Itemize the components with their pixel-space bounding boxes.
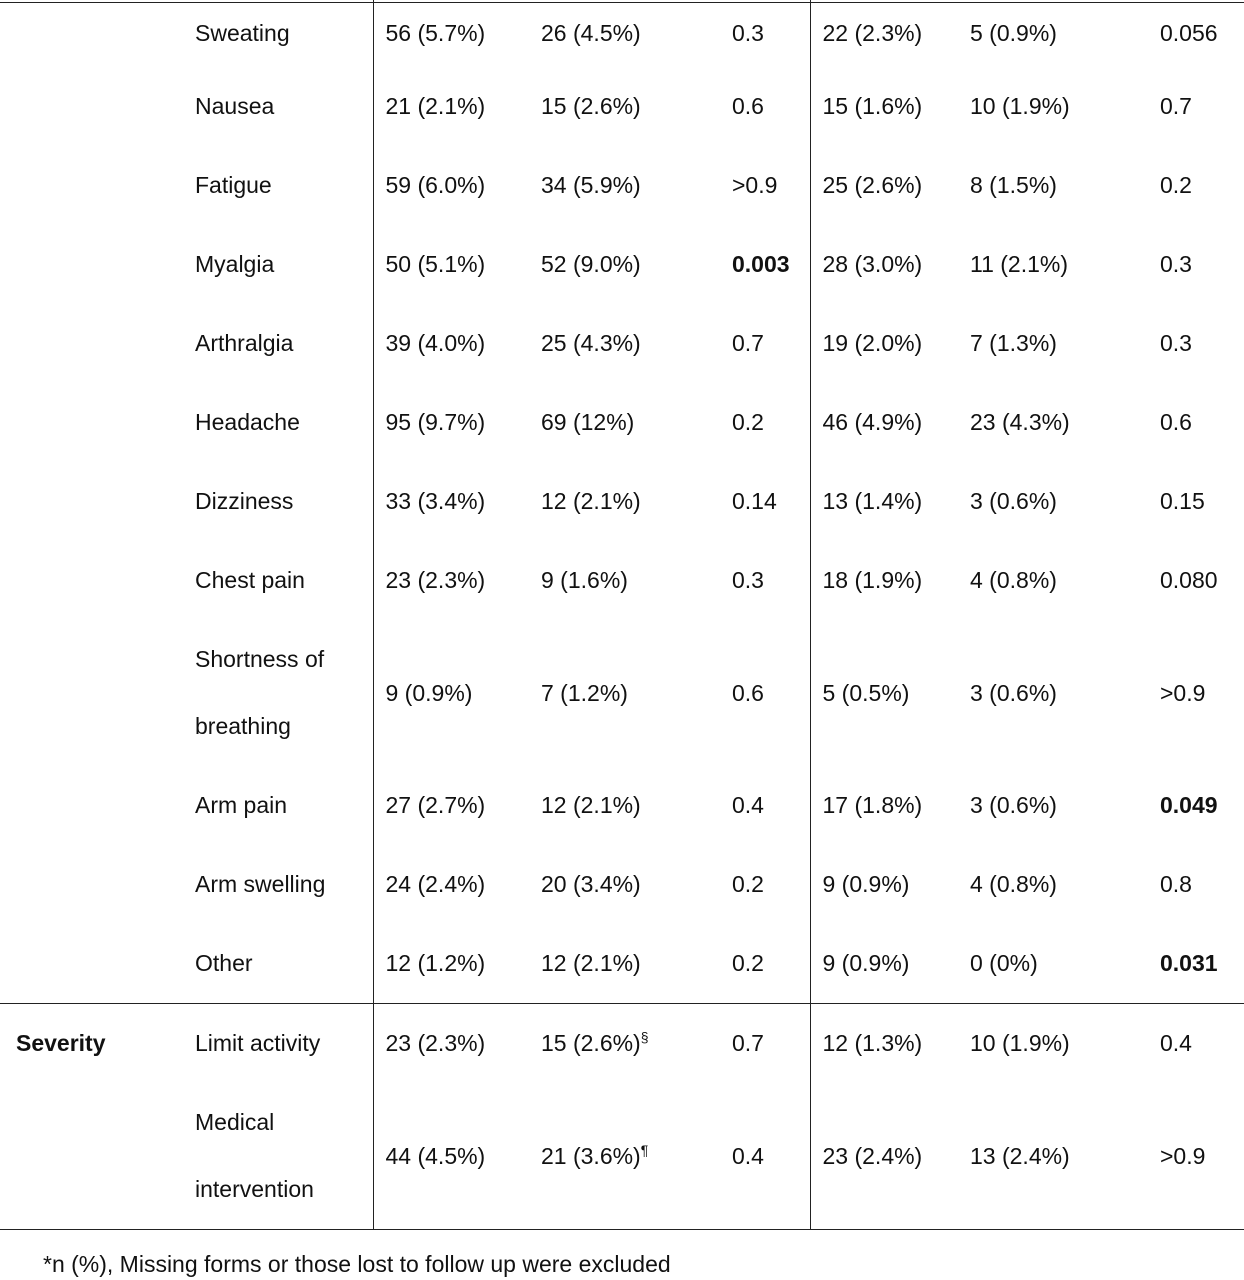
table-row [0,146,1244,225]
symptom-cell: Chest pain [195,567,305,593]
group-a-dose1-cell: 50 (5.1%) [373,225,529,304]
group-b-dose1-cell: 9 (0.9%) [822,950,910,976]
group-a-dose2-cell: 26 (4.5%) [541,20,641,46]
group-b-p-value-cell: 0.080 [1160,567,1218,593]
table-row [0,845,1244,924]
group-a-p-value-cell: 0.4 [720,766,810,845]
group-a-dose1-cell: 21 (2.1%) [373,67,529,146]
symptom-cell: Arm pain [195,792,288,818]
group-b-p-value-cell: >0.9 [1148,1083,1244,1230]
symptom-cell: Nausea [195,93,275,119]
group-b-dose1-cell: 18 (1.9%) [822,567,923,593]
category-cell [0,304,195,383]
group-b-dose1-cell: 19 (2.0%) [822,330,923,356]
table-row [0,67,1244,146]
group-a-dose2-cell: 34 (5.9%) [541,172,641,198]
group-a-dose1-cell: 95 (9.7%) [373,383,529,462]
category-cell [0,67,195,146]
group-b-p-value-cell: 0.2 [1160,172,1192,198]
group-b-dose2-cell: 11 (2.1%) [970,251,1069,277]
group-b-p-value-cell: 0.7 [1160,93,1192,119]
group-a-dose2-cell [529,1004,720,1084]
symptom-cell: Medical intervention [195,1083,373,1230]
group-a-dose2-cell: 20 (3.4%) [541,871,641,897]
table-row [0,620,1244,766]
group-a-p-value-cell: 0.6 [720,620,810,766]
group-b-dose1-cell: 46 (4.9%) [822,409,923,435]
category-cell [0,146,195,225]
table-row [0,0,1244,67]
category-cell [0,383,195,462]
symptom-cell: Sweating [195,20,290,46]
group-b-dose2-cell: 0 (0%) [970,950,1038,976]
symptom-cell: Fatigue [195,172,272,198]
group-a-dose1-cell: 23 (2.3%) [373,541,529,620]
group-b-p-value-significant-cell: 0.049 [1160,792,1218,818]
group-a-dose1-cell: 59 (6.0%) [373,146,529,225]
group-a-p-value-cell: 0.7 [720,1004,810,1084]
symptom-cell: Other [195,950,253,976]
group-b-dose1-cell: 12 (1.3%) [810,1004,958,1084]
group-b-dose2-cell: 23 (4.3%) [970,409,1070,435]
symptom-cell: Limit activity [195,1004,373,1084]
group-a-dose2-cell: 12 (2.1%) [541,792,641,818]
group-b-p-value-cell: >0.9 [1160,679,1206,706]
category-cell [0,620,195,766]
category-cell [0,541,195,620]
category-cell [0,1083,195,1230]
group-a-dose2-cell: 12 (2.1%) [541,488,641,514]
table-row [0,462,1244,541]
group-b-p-value-cell: 0.4 [1148,1004,1244,1084]
group-b-p-value-cell: 0.056 [1160,20,1218,46]
group-a-p-value-cell: 0.2 [720,924,810,1004]
group-a-p-value-cell: 0.4 [720,1083,810,1230]
group-a-dose1-cell: 39 (4.0%) [373,304,529,383]
group-b-dose2-cell: 3 (0.6%) [970,792,1057,818]
group-b-dose2-cell: 10 (1.9%) [970,93,1070,119]
group-b-dose1-cell: 22 (2.3%) [822,20,923,46]
group-b-dose1-cell: 28 (3.0%) [822,251,923,277]
group-a-dose2-cell: 25 (4.3%) [541,330,641,356]
group-b-dose2-cell: 4 (0.8%) [970,567,1057,593]
group-b-dose2-cell: 4 (0.8%) [970,871,1057,897]
group-b-dose2-cell: 13 (2.4%) [958,1083,1148,1230]
symptom-cell: Arm swelling [195,871,326,897]
group-b-p-value-cell: 0.15 [1160,488,1205,514]
table-row [0,383,1244,462]
group-b-dose1-cell: 13 (1.4%) [822,488,923,514]
group-b-p-value-cell: 0.3 [1160,330,1192,356]
table-row [0,766,1244,845]
group-b-p-value-cell: 0.8 [1160,871,1192,897]
symptom-cell: Shortness of breathing [195,646,325,739]
group-a-dose2-cell: 9 (1.6%) [541,567,628,593]
group-a-dose1-cell: 56 (5.7%) [373,0,529,67]
group-a-dose1-cell: 44 (4.5%) [373,1083,529,1230]
group-a-dose2-cell: 52 (9.0%) [541,251,641,277]
footnote-marker: § [640,1029,649,1045]
group-b-dose2-cell: 3 (0.6%) [970,679,1057,706]
group-a-p-value-cell: 0.7 [720,304,810,383]
group-a-p-value-cell: 0.14 [720,462,810,541]
symptom-cell: Arthralgia [195,330,294,356]
symptom-cell: Headache [195,409,300,435]
category-cell: Severity [0,1004,195,1084]
symptom-cell: Myalgia [195,251,275,277]
group-b-dose2-cell: 10 (1.9%) [958,1004,1148,1084]
group-b-dose2-cell: 7 (1.3%) [970,330,1057,356]
table-row [0,1083,1244,1230]
table-row [0,924,1244,1004]
group-a-dose1-cell: 27 (2.7%) [373,766,529,845]
group-a-dose1-cell: 33 (3.4%) [373,462,529,541]
group-b-dose1-cell: 17 (1.8%) [822,792,923,818]
group-a-p-value-cell: 0.2 [720,383,810,462]
table-row [0,304,1244,383]
group-b-dose1-cell: 23 (2.4%) [810,1083,958,1230]
category-cell [0,0,195,67]
group-a-dose2-cell: 12 (2.1%) [541,950,641,976]
group-a-dose2-cell: 69 (12%) [541,409,635,435]
group-b-dose2-cell: 3 (0.6%) [970,488,1057,514]
group-a-dose1-cell: 12 (1.2%) [373,924,529,1004]
group-a-dose1-cell: 9 (0.9%) [373,620,529,766]
group-a-p-value-cell: 0.6 [720,67,810,146]
group-b-dose2-cell: 5 (0.9%) [970,20,1057,46]
category-cell [0,924,195,1004]
group-a-p-value-significant-cell: 0.003 [720,225,810,304]
group-b-dose1-cell: 25 (2.6%) [822,172,923,198]
category-cell [0,462,195,541]
group-b-p-value-significant-cell: 0.031 [1160,950,1218,976]
table-row [0,541,1244,620]
group-a-dose1-cell: 24 (2.4%) [373,845,529,924]
group-b-dose1-cell: 15 (1.6%) [822,93,923,119]
category-cell [0,766,195,845]
value-text: 21 (3.6%) [541,1142,641,1169]
group-b-p-value-cell: 0.3 [1160,251,1192,277]
group-a-dose1-cell: 23 (2.3%) [373,1004,529,1084]
value-text: 15 (2.6%) [541,1030,641,1056]
footnote-marker: ¶ [640,1141,649,1158]
group-a-p-value-cell: 0.3 [720,541,810,620]
symptom-cell: Dizziness [195,488,294,514]
group-b-p-value-cell: 0.6 [1160,409,1192,435]
group-a-p-value-cell: 0.3 [720,0,810,67]
group-b-dose2-cell: 8 (1.5%) [970,172,1057,198]
group-a-p-value-cell: >0.9 [720,146,810,225]
group-a-dose2-cell: 7 (1.2%) [541,679,628,706]
category-cell [0,225,195,304]
group-a-dose2-cell: 15 (2.6%) [541,93,641,119]
table-row [0,225,1244,304]
table-row [0,1004,1244,1084]
group-a-p-value-cell: 0.2 [720,845,810,924]
group-b-dose1-cell: 5 (0.5%) [822,679,910,706]
table-footnote: *n (%), Missing forms or those lost to follow up were excluded [43,1251,671,1277]
category-cell [0,845,195,924]
group-a-dose2-cell [529,1083,720,1230]
group-b-dose1-cell: 9 (0.9%) [822,871,910,897]
